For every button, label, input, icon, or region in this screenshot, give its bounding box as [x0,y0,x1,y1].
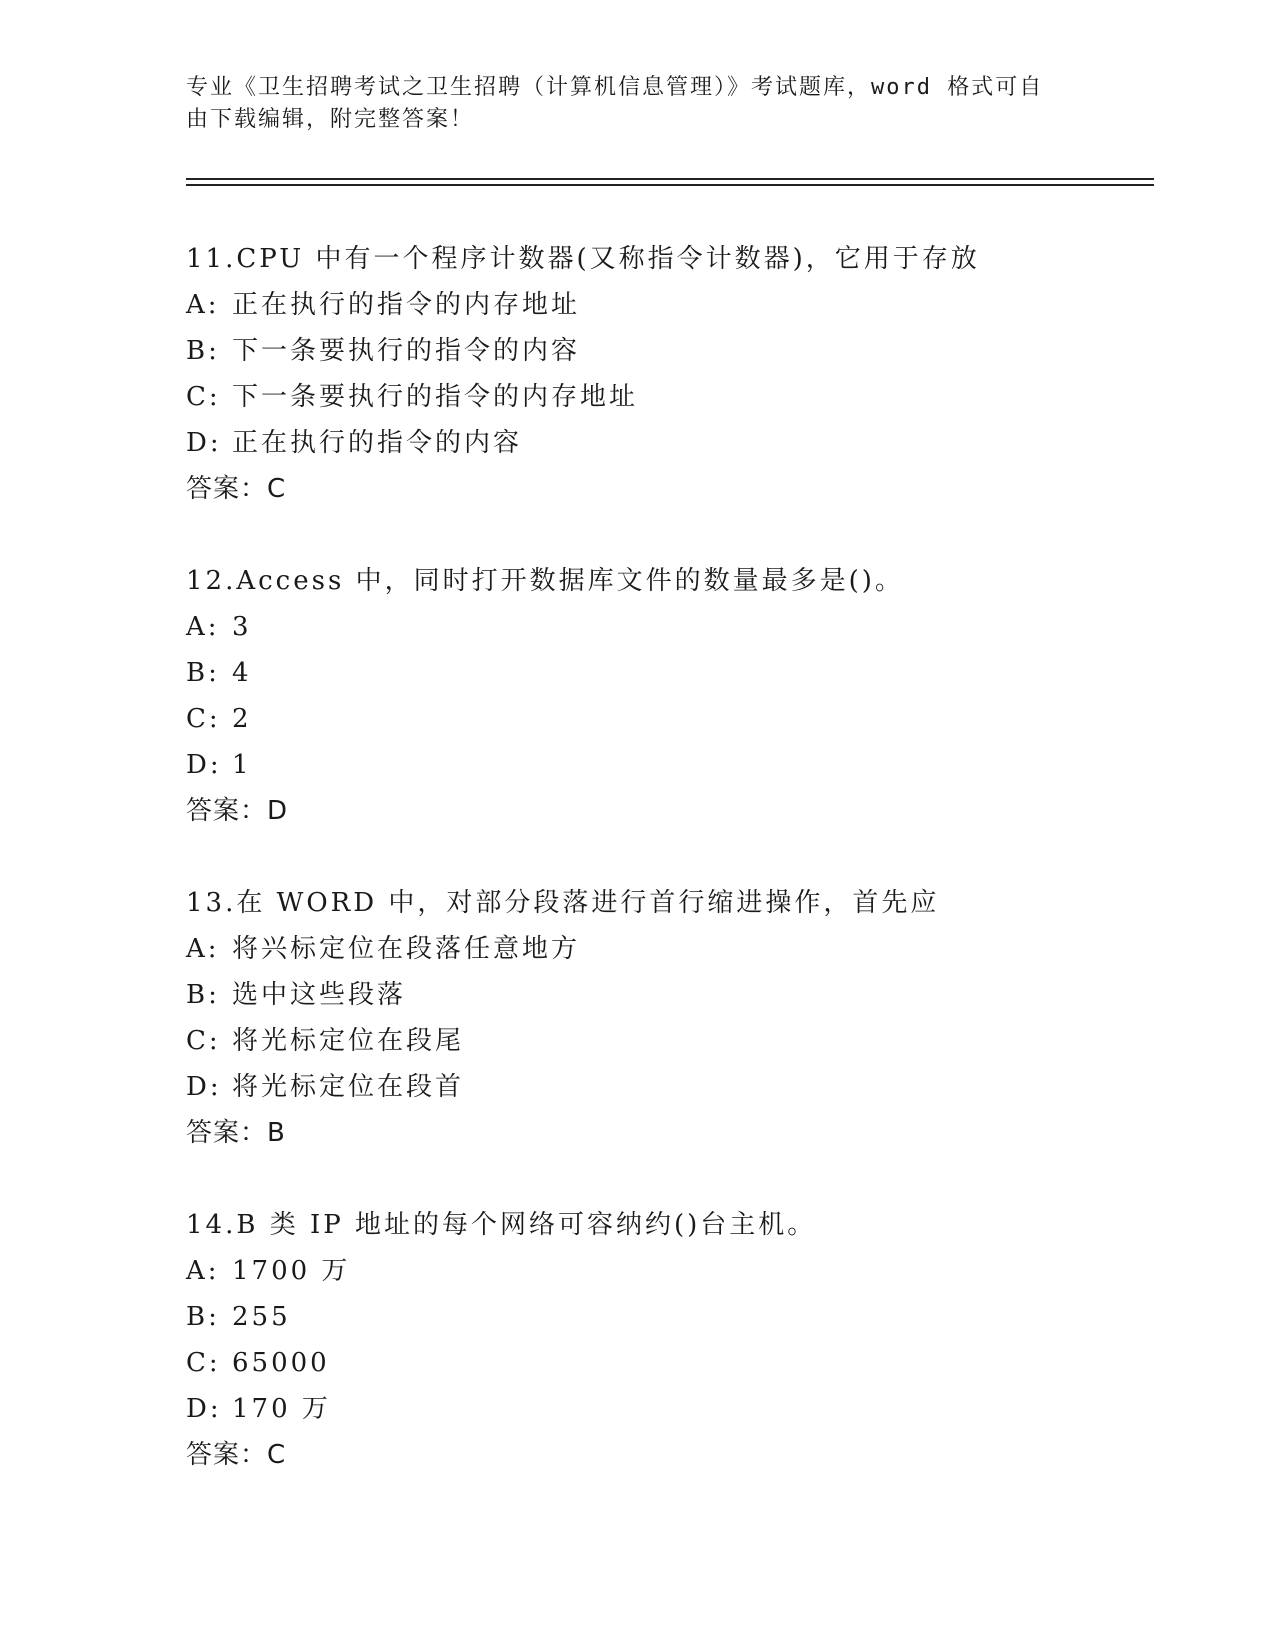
option-key: A: [186,290,220,320]
question-stem: 14.B 类 IP 地址的每个网络可容纳约()台主机。 [186,1210,817,1240]
option-key: A: [186,934,220,964]
option-a [186,604,1154,650]
option-key: C: [186,382,221,412]
option-d [186,1064,1154,1110]
option-c [186,1018,1154,1064]
option-text: 将光标定位在段首 [232,1072,465,1102]
option-text: 65000 [232,1348,330,1378]
option-text: 正在执行的指令的内存地址 [232,290,581,320]
option-text: 255 [232,1302,291,1332]
header-rule-top [186,178,1154,180]
option-key: A: [186,612,220,642]
question-list [186,236,1154,1524]
option-key: B: [186,336,220,366]
option-c [186,374,1154,420]
option-key: D: [186,750,222,780]
option-key: D: [186,1072,222,1102]
option-b [186,328,1154,374]
question-stem: 13.在 WORD 中，对部分段落进行首行缩进操作，首先应 [186,888,940,918]
answer-label: 答案：B [186,1118,286,1148]
option-key: B: [186,980,220,1010]
header-rule-bottom [186,184,1154,186]
answer-label: 答案：D [186,796,289,826]
header-line-2: 由下载编辑，附完整答案！ [186,107,475,132]
question-item [186,1202,1154,1478]
option-key: D: [186,1394,222,1424]
option-b [186,650,1154,696]
option-c [186,696,1154,742]
option-a [186,282,1154,328]
question-stem: 12.Access 中，同时打开数据库文件的数量最多是()。 [186,566,904,596]
option-b [186,1294,1154,1340]
option-text: 下一条要执行的指令的内存地址 [232,382,639,412]
document-header [186,72,1086,136]
option-key: A: [186,1256,220,1286]
option-key: C: [186,1348,221,1378]
option-c [186,1340,1154,1386]
option-text: 1 [232,750,252,780]
option-key: C: [186,1026,221,1056]
option-b [186,972,1154,1018]
question-item [186,558,1154,834]
option-text: 正在执行的指令的内容 [232,428,523,458]
option-text: 选中这些段落 [232,980,407,1010]
option-d [186,1386,1154,1432]
answer-label: 答案：C [186,1440,287,1470]
option-text: 3 [232,612,252,642]
option-text: 下一条要执行的指令的内容 [232,336,581,366]
option-text: 4 [232,658,252,688]
question-item [186,236,1154,512]
answer-label: 答案：C [186,474,287,504]
option-key: B: [186,1302,220,1332]
option-d [186,420,1154,466]
option-a [186,926,1154,972]
option-text: 170 万 [232,1394,331,1424]
question-stem: 11.CPU 中有一个程序计数器(又称指令计数器)，它用于存放 [186,244,980,274]
option-text: 将兴标定位在段落任意地方 [232,934,581,964]
header-line-1: 专业《卫生招聘考试之卫生招聘（计算机信息管理）》考试题库，word 格式可自 [186,75,1044,100]
option-a [186,1248,1154,1294]
option-key: B: [186,658,220,688]
option-key: C: [186,704,221,734]
option-text: 将光标定位在段尾 [232,1026,465,1056]
question-item [186,880,1154,1156]
option-text: 2 [232,704,252,734]
option-key: D: [186,428,222,458]
option-d [186,742,1154,788]
option-text: 1700 万 [232,1256,351,1286]
